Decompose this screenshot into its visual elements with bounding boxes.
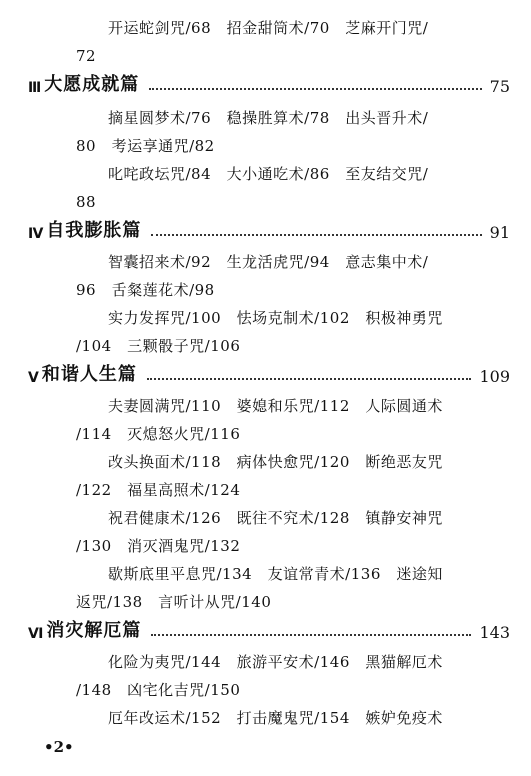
section-title: 自我膨胀篇 (46, 220, 142, 241)
toc-entry-line: 80 考运享通咒/82 (76, 137, 215, 155)
toc-entry-line: 叱咤政坛咒/84 大小通吃术/86 至友结交咒/ (108, 165, 429, 183)
dot-leader (151, 234, 481, 236)
toc-entry-line: 返咒/138 言听计从咒/140 (76, 593, 272, 611)
section-heading-6 (28, 616, 510, 642)
toc-entry-line: 实力发挥咒/100 怯场克制术/102 积极神勇咒 (108, 309, 443, 327)
toc-entry-line: 改头换面术/118 病体快愈咒/120 断绝恶友咒 (108, 453, 443, 471)
toc-entry-line: /114 灭熄怒火咒/116 (76, 425, 241, 443)
toc-entry-line: /148 凶宅化吉咒/150 (76, 681, 241, 699)
toc-entry-line: 化险为夷咒/144 旅游平安术/146 黑猫解厄术 (108, 653, 443, 671)
page-number-footer: •2• (44, 738, 74, 756)
toc-entry-line: 摘星圆梦术/76 稳操胜算术/78 出头晋升术/ (108, 109, 429, 127)
section-title: 和谐人生篇 (41, 364, 137, 385)
section-heading-5 (28, 360, 510, 386)
toc-entry-line: 厄年改运术/152 打击魔鬼咒/154 嫉妒免疫术 (108, 709, 443, 727)
dot-leader (147, 378, 472, 380)
toc-entry-line: 歇斯底里平息咒/134 友谊常青术/136 迷途知 (108, 565, 443, 583)
section-numeral: Ⅵ (28, 626, 43, 642)
toc-entry-line: 96 舌粲莲花术/98 (76, 281, 215, 299)
toc-entry-line: /130 消灭酒鬼咒/132 (76, 537, 241, 555)
section-heading-4 (28, 216, 510, 242)
section-page-number: 75 (489, 77, 510, 96)
dot-leader (149, 88, 481, 90)
toc-entry-line: 智囊招来术/92 生龙活虎咒/94 意志集中术/ (108, 253, 429, 271)
section-numeral: Ⅴ (28, 370, 38, 386)
section-numeral: Ⅳ (28, 226, 43, 242)
toc-entry-line: /104 三颗骰子咒/106 (76, 337, 241, 355)
toc-entry-line: 72 (76, 47, 97, 65)
toc-entry-line: 夫妻圆满咒/110 婆媳和乐咒/112 人际圆通术 (108, 397, 443, 415)
section-page-number: 109 (479, 367, 510, 386)
section-page-number: 143 (479, 623, 510, 642)
toc-entry-line: /122 福星高照术/124 (76, 481, 241, 499)
section-title: 消灾解厄篇 (46, 620, 142, 641)
toc-entry-line: 88 (76, 193, 97, 211)
section-heading-3 (28, 70, 510, 96)
section-numeral: Ⅲ (28, 80, 41, 96)
dot-leader (151, 634, 471, 636)
toc-entry-line: 祝君健康术/126 既往不究术/128 镇静安神咒 (108, 509, 443, 527)
section-page-number: 91 (489, 223, 510, 242)
toc-entry-line: 开运蛇剑咒/68 招金甜筒术/70 芝麻开门咒/ (108, 19, 429, 37)
section-title: 大愿成就篇 (44, 74, 140, 95)
